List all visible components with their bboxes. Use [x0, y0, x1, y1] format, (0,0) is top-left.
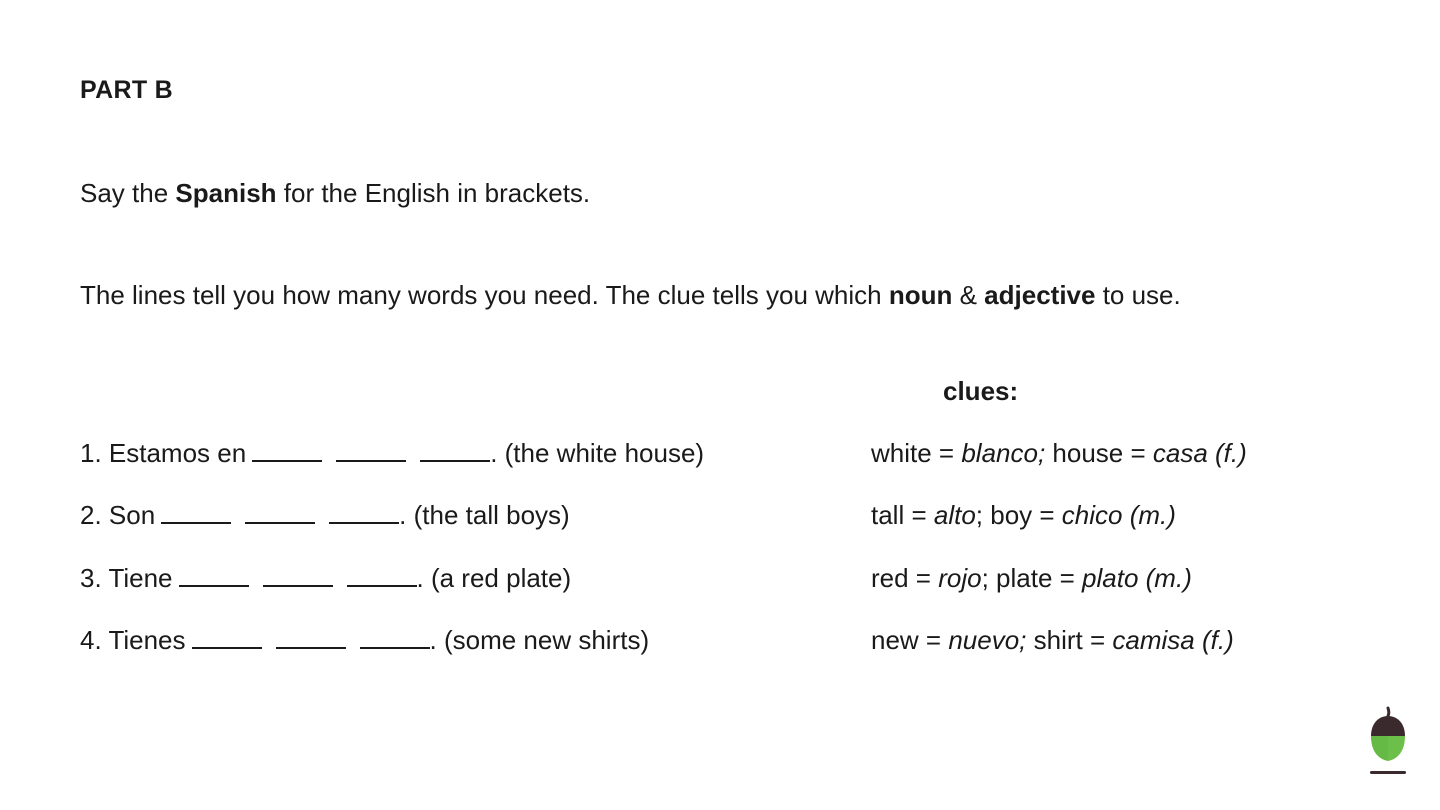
answer-blank[interactable] — [360, 625, 430, 649]
answer-blank[interactable] — [347, 563, 417, 587]
emphasis-adjective: adjective — [984, 280, 1096, 310]
answer-blank[interactable] — [161, 500, 231, 524]
clue-3: red = rojo; plate = plato (m.) — [871, 563, 1192, 593]
answer-blank[interactable] — [245, 500, 315, 524]
emphasis-noun: noun — [888, 280, 953, 310]
clue-2: tall = alto; boy = chico (m.) — [871, 500, 1176, 530]
answer-blank[interactable] — [420, 438, 490, 462]
question-2: 2. Son . (the tall boys) — [80, 500, 570, 530]
question-4: 4. Tienes . (some new shirts) — [80, 625, 650, 655]
answer-blank[interactable] — [192, 625, 262, 649]
answer-blank[interactable] — [263, 563, 333, 587]
answer-blank[interactable] — [179, 563, 249, 587]
clue-4: new = nuevo; shirt = camisa (f.) — [871, 625, 1234, 655]
question-1: 1. Estamos en . (the white house) — [80, 438, 705, 468]
emphasis-spanish: Spanish — [175, 178, 277, 208]
clues-heading: clues: — [943, 376, 1019, 406]
answer-blank[interactable] — [336, 438, 406, 462]
answer-blank[interactable] — [252, 438, 322, 462]
answer-blank[interactable] — [329, 500, 399, 524]
question-3: 3. Tiene . (a red plate) — [80, 563, 572, 593]
acorn-icon — [1366, 706, 1410, 778]
instruction-lines-clue: The lines tell you how many words you need. The clue tells you which noun & adjective to use. — [80, 280, 1181, 310]
part-title: PART B — [80, 76, 173, 104]
instruction-say-spanish: Say the Spanish for the English in brackets. — [80, 178, 591, 208]
answer-blank[interactable] — [276, 625, 346, 649]
clue-1: white = blanco; house = casa (f.) — [871, 438, 1247, 468]
